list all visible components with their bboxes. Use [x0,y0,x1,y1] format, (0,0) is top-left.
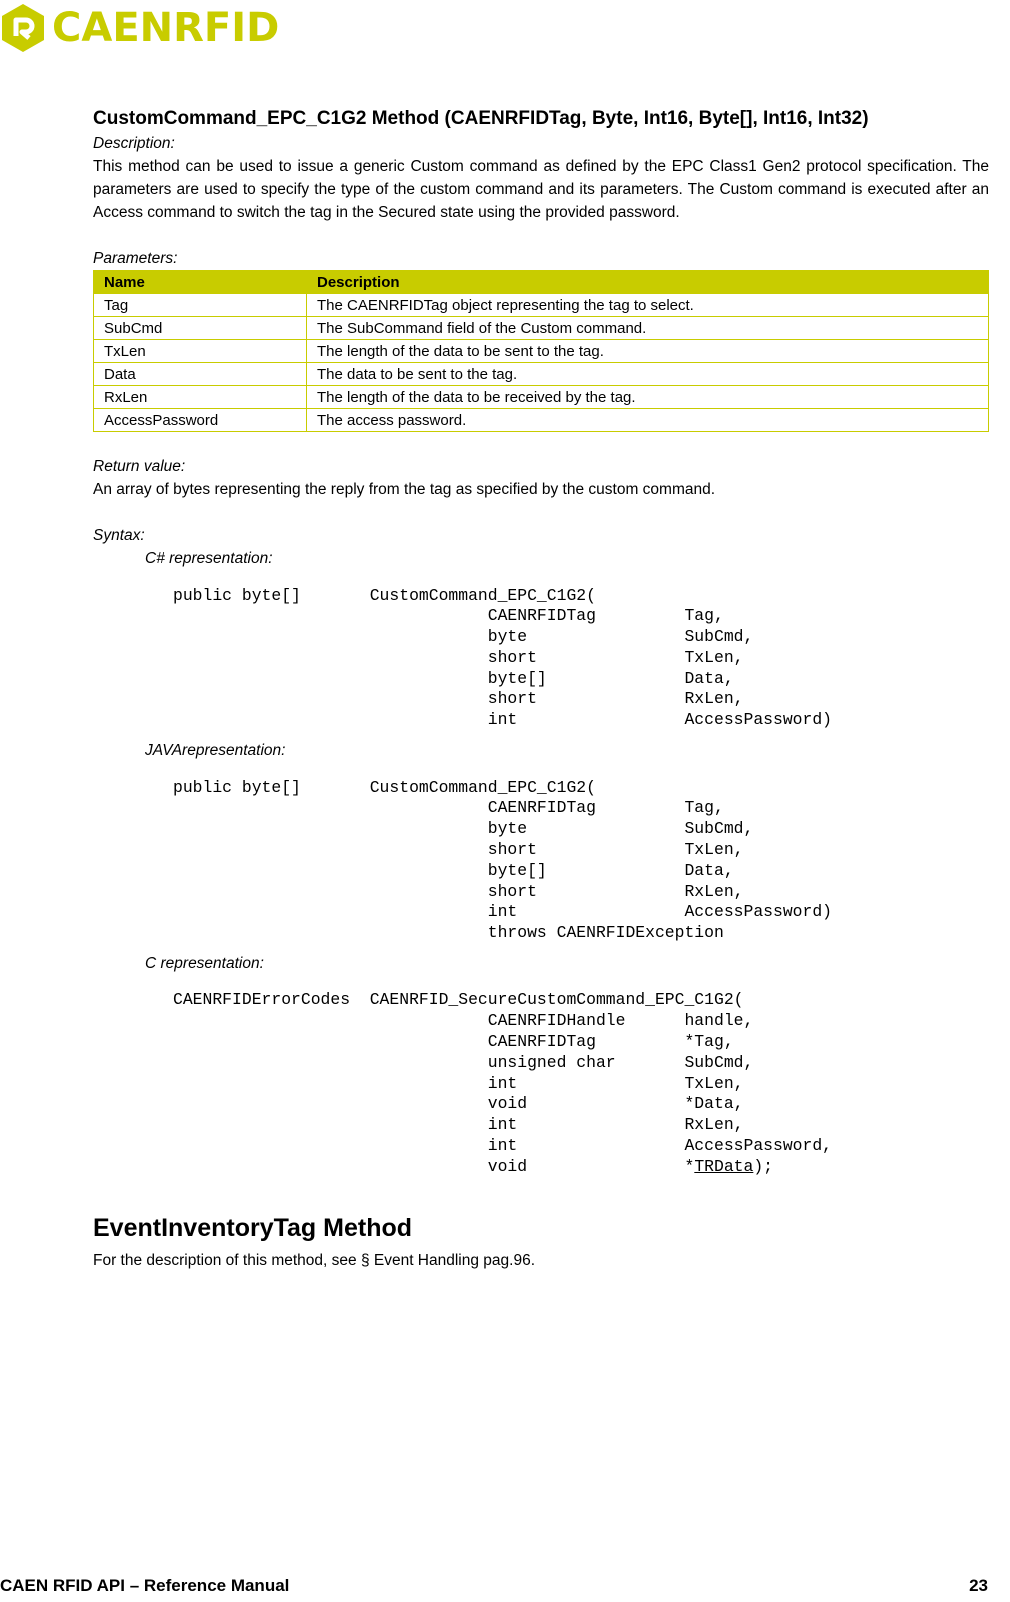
caenrfid-logo [0,0,279,56]
section-title: EventInventoryTag Method [93,1213,413,1242]
method-title: CustomCommand_EPC_C1G2 Method (CAENRFIDTag, Byte, Int16, Byte[], Int16, Int32) [93,108,869,129]
param-name: Data [94,363,307,386]
header-description: Description [307,271,989,294]
description-label: Description: [93,135,175,152]
csharp-code-block: public byte[] CustomCommand_EPC_C1G2( CAENRFIDTag Tag, byte SubCmd, short TxLen, byte[] Data, short RxLen, int AccessPassword) [173,585,833,730]
param-description: The access password. [307,409,989,432]
parameters-table [93,270,989,432]
c-code-block [173,990,989,1177]
return-label: Return value: [93,458,186,475]
c-code-trdata: TRData [694,1156,754,1176]
table-row [94,294,989,317]
description-text: This method can be used to issue a generic Custom command as defined by the EPC Class1 Gen2 protocol specification. The parameters are used to specify the type of the custom command and its parameters. The Custom command is executed after an Access command to switch the tag in the Secured state using the provided password. [93,158,989,221]
page-content [93,108,989,1272]
csharp-label: C# representation: [145,550,273,567]
c-code-main: CAENRFIDErrorCodes CAENRFID_SecureCustomCommand_EPC_C1G2( CAENRFIDHandle handle, CAENRFIDTag *Tag, unsigned char SubCmd, int TxLen, void *Data, int RxLen, int AccessPassword, void * [173,990,833,1176]
syntax-label: Syntax: [93,527,145,544]
table-row [94,386,989,409]
footer-page-number: 23 [969,1576,988,1595]
table-row [94,363,989,386]
table-row [94,340,989,363]
table-row [94,317,989,340]
logo-mark-icon [0,2,46,54]
param-description: The length of the data to be sent to the tag. [307,340,989,363]
param-description: The SubCommand field of the Custom command. [307,317,989,340]
param-name: SubCmd [94,317,307,340]
param-name: AccessPassword [94,409,307,432]
param-name: Tag [94,294,307,317]
c-label: C representation: [145,954,264,972]
param-name: TxLen [94,340,307,363]
param-description: The length of the data to be received by the tag. [307,386,989,409]
parameters-label: Parameters: [93,250,178,267]
header-name: Name [94,271,307,294]
param-description: The data to be sent to the tag. [307,363,989,386]
param-description: The CAENRFIDTag object representing the tag to select. [307,294,989,317]
footer-manual-title: CAEN RFID API – Reference Manual [0,1576,290,1595]
java-label: JAVArepresentation: [145,742,286,760]
logo-text: CAENRFID [52,5,280,51]
table-header-row [94,271,989,294]
section-text: For the description of this method, see § Event Handling pag.96. [93,1251,536,1269]
table-row [94,409,989,432]
return-text: An array of bytes representing the reply from the tag as specified by the custom command. [93,481,716,498]
java-code-block: public byte[] CustomCommand_EPC_C1G2( CAENRFIDTag Tag, byte SubCmd, short TxLen, byte[] Data, short RxLen, int AccessPassword) throws CAENRFIDException [173,777,833,943]
param-name: RxLen [94,386,307,409]
c-code-end: ); [753,1156,774,1176]
